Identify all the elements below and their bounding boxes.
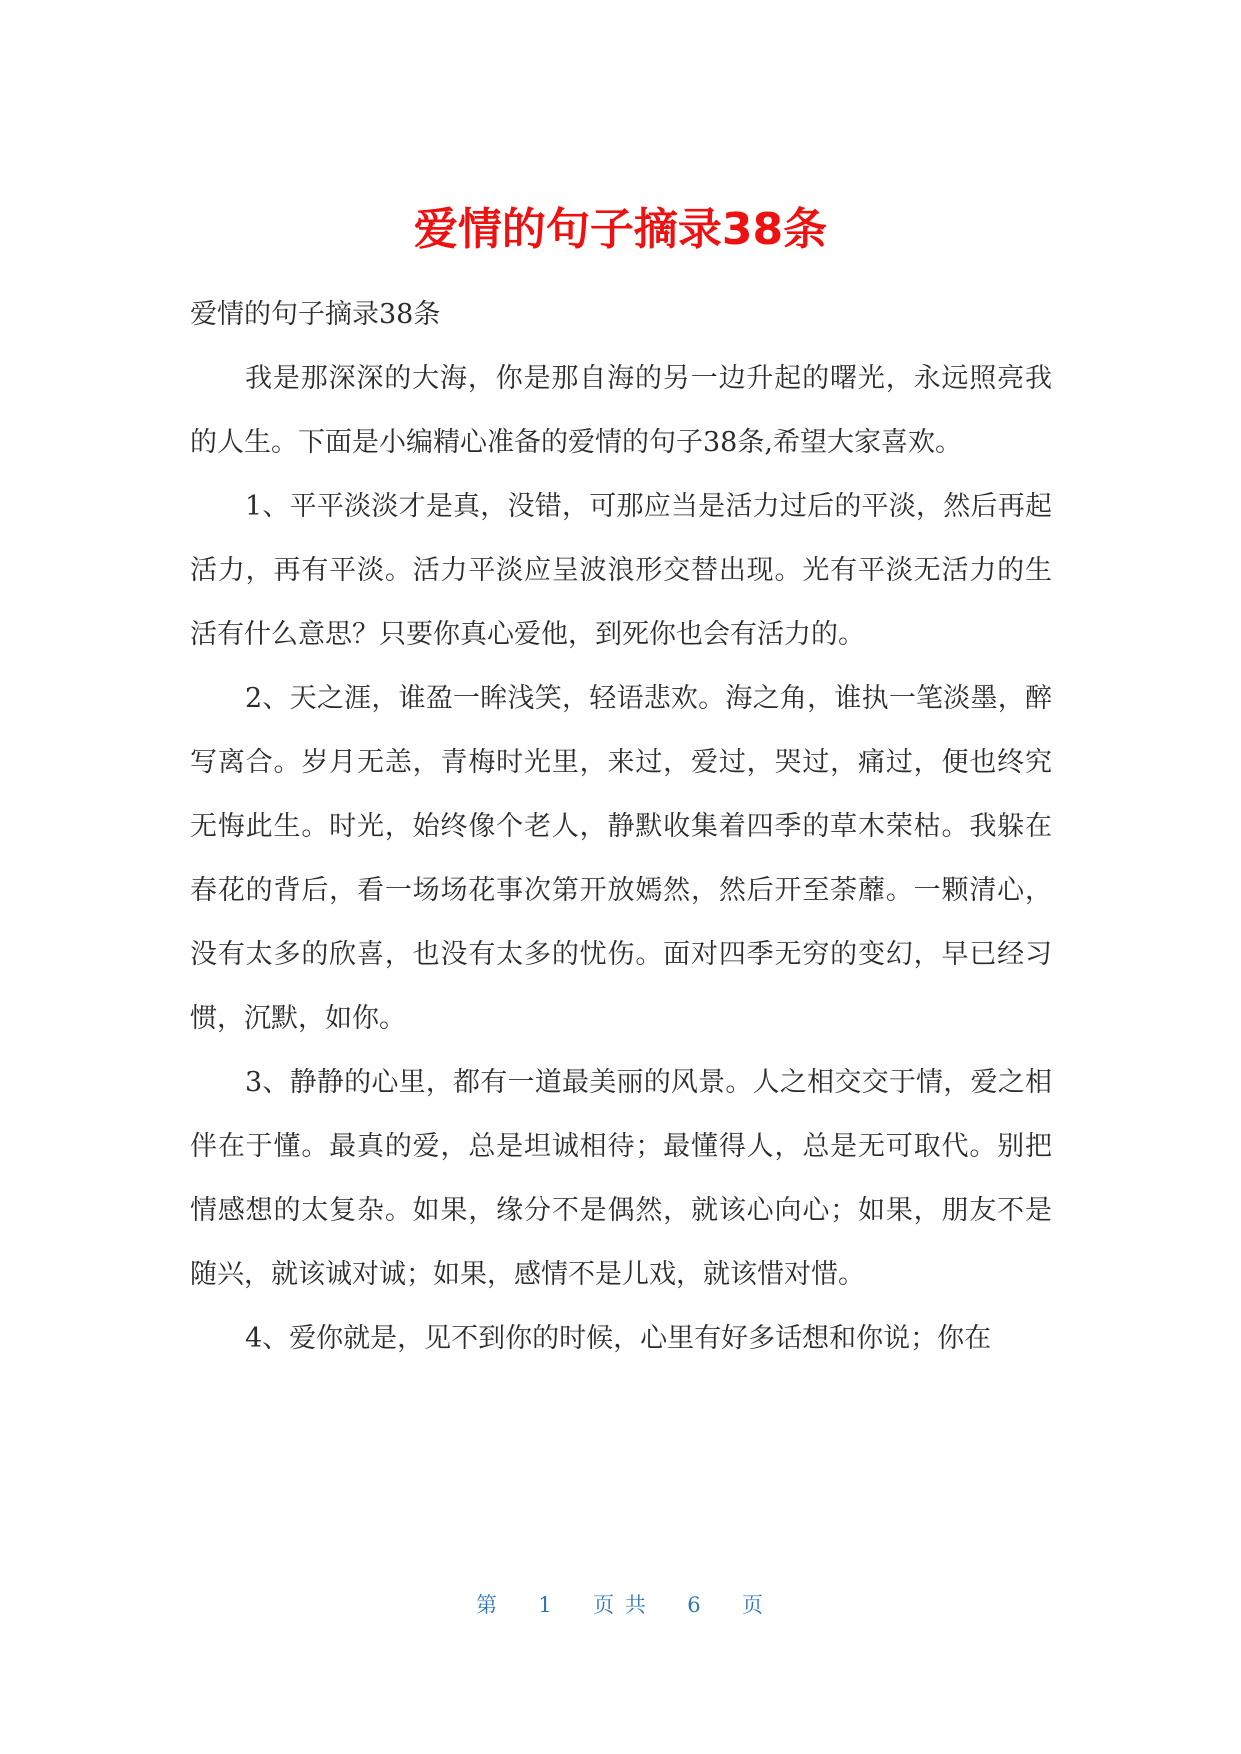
- paragraph-item-4: 4、爱你就是，见不到你的时候，心里有好多话想和你说；你在: [245, 1323, 992, 1354]
- paragraph-item-1: 1、平平淡淡才是真，没错，可那应当是活力过后的平淡，然后再起活力，再有平淡。活力平淡应呈波浪形交替出现。光有平淡无活力的生活有什么意思？只要你真心爱他，到死你也会有活力的。: [190, 491, 1052, 650]
- paragraph-item-2: 2、天之涯，谁盈一眸浅笑，轻语悲欢。海之角，谁执一笔淡墨，醉写离合。岁月无恙，青梅时光里，来过，爱过，哭过，痛过，便也终究无悔此生。时光，始终像个老人，静默收集着四季的草木荣枯。我躲在春花的背后，看一场场花事次第开放嫣然，然后开至荼蘼。一颗清心，没有太多的欣喜，也没有太多的忧伤。面对四季无穷的变幻，早已经习惯，沉默，如你。: [190, 683, 1052, 1034]
- footer-total-pages: 6: [687, 1593, 703, 1617]
- page-footer: [0, 1590, 1241, 1620]
- footer-label-page: 第: [476, 1593, 500, 1617]
- document-subtitle: 爱情的句子摘录38条: [190, 299, 441, 330]
- paragraph-item-3: 3、静静的心里，都有一道最美丽的风景。人之相交交于情，爱之相伴在于懂。最真的爱，总是坦诚相待；最懂得人，总是无可取代。别把情感想的太复杂。如果，缘分不是偶然，就该心向心；如果，朋友不是随兴，就该诚对诚；如果，感情不是儿戏，就该惜对惜。: [190, 1067, 1052, 1290]
- footer-label-total: 页 共: [593, 1593, 648, 1617]
- footer-label-unit: 页: [741, 1593, 765, 1617]
- document-body: [190, 283, 1052, 1371]
- footer-current-page: 1: [538, 1593, 554, 1617]
- paragraph-intro: 我是那深深的大海，你是那自海的另一边升起的曙光，永远照亮我的人生。下面是小编精心准备的爱情的句子38条,希望大家喜欢。: [190, 363, 1052, 458]
- document-title: 爱情的句子摘录38条: [413, 204, 828, 255]
